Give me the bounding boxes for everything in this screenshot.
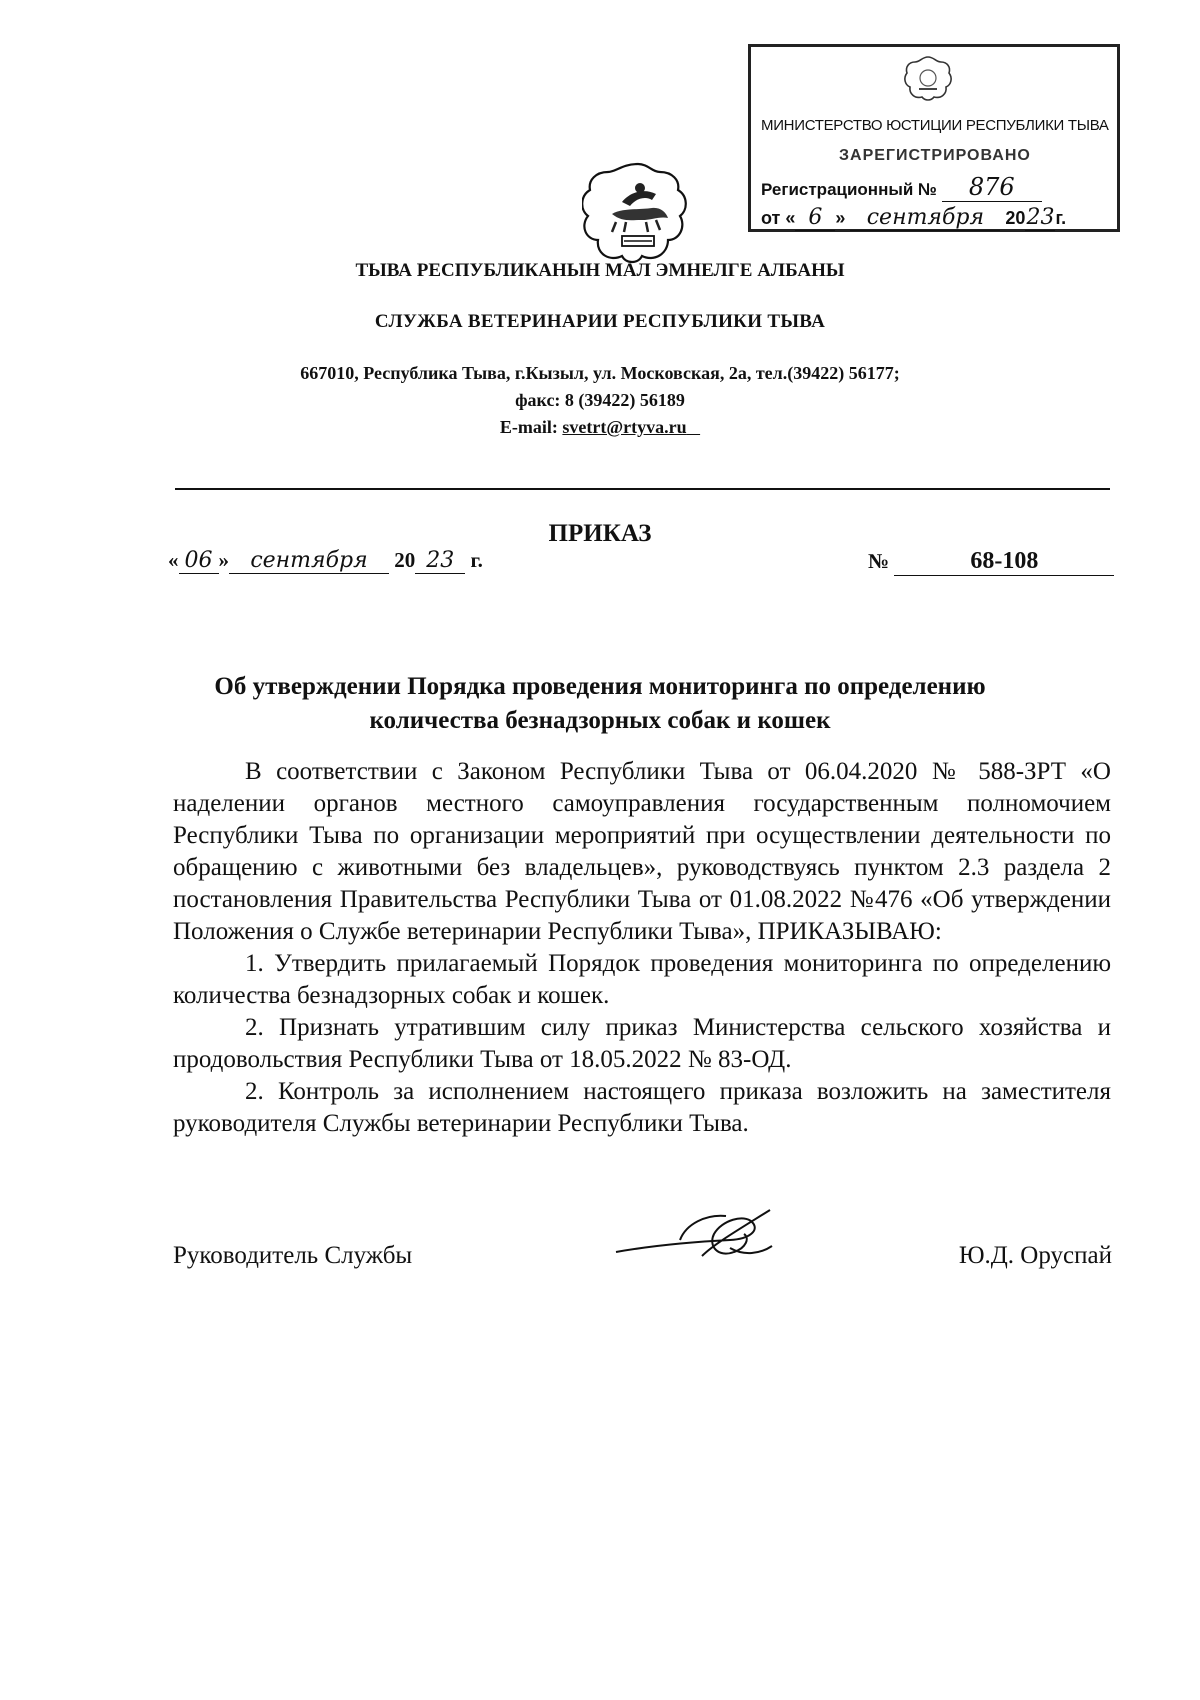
header-divider	[175, 488, 1110, 490]
order-date-day: 06	[179, 548, 219, 574]
signatory-position: Руководитель Службы	[173, 1242, 413, 1269]
org-email-label: E-mail:	[499, 417, 563, 437]
order-year-suffix: г.	[470, 548, 483, 572]
order-item-3: 2. Контроль за исполнением настоящего приказа возложить на заместителя руководителя Службы ветеринарии Республики Тыва.	[173, 1078, 1111, 1137]
order-date-month: сентября	[229, 548, 389, 574]
order-subject: Об утверждении Порядка проведения мониторинга по определению количества безнадзорных собак и кошек	[214, 673, 986, 734]
org-address: 667010, Республика Тыва, г.Кызыл, ул. Московская, 2а, тел.(39422) 56177;	[300, 363, 900, 383]
order-item-2: 2. Признать утратившим силу приказ Министерства сельского хозяйства и продовольствия Республики Тыва от 18.05.2022 № 83-ОД.	[173, 1014, 1111, 1073]
order-number-label: №	[868, 549, 890, 573]
org-name-russian: СЛУЖБА ВЕТЕРИНАРИИ РЕСПУБЛИКИ ТЫВА	[374, 311, 826, 332]
document-title: ПРИКАЗ	[548, 520, 652, 547]
org-contacts	[0, 360, 1200, 441]
handwritten-signature-icon	[610, 1200, 790, 1272]
stamp-registered: ЗАРЕГИСТРИРОВАНО	[839, 147, 1031, 164]
org-fax: факс: 8 (39422) 56189	[515, 390, 685, 410]
order-date-close: »	[218, 548, 229, 572]
stamp-reg-date	[761, 205, 1066, 231]
order-number-value: 68-108	[894, 548, 1114, 576]
tuva-emblem-icon	[582, 158, 694, 268]
org-email-line	[0, 414, 1200, 441]
registration-stamp	[748, 44, 1120, 232]
order-number	[868, 548, 1114, 576]
order-date	[168, 548, 483, 574]
order-body	[173, 756, 1111, 1140]
order-item-1: 1. Утвердить прилагаемый Порядок проведения мониторинга по определению количества безнадзорных собак и кошек.	[173, 950, 1111, 1009]
order-preamble: В соответствии с Законом Республики Тыва от 06.04.2020 № 588-ЗРТ «О наделении органов местного самоуправления государственным полномочием Республики Тыва по организации мероприятий при осуществлении деятельности по обращению с животными без владельцев», руководствуясь пунктом 2.3 раздела 2 постановления Правительства Республики Тыва от 01.08.2022 №476 «Об утверждении Положения о Службе ветеринарии Республики Тыва», ПРИКАЗЫВАЮ:	[173, 758, 1111, 945]
stamp-ministry: МИНИСТЕРСТВО ЮСТИЦИИ РЕСПУБЛИКИ ТЫВА	[761, 117, 1109, 134]
stamp-date-prefix: от «	[761, 208, 796, 228]
order-date-open: «	[168, 548, 179, 572]
org-name-tyvan: ТЫВА РЕСПУБЛИКАНЫН МАЛ ЭМНЕЛГЕ АЛБАНЫ	[355, 260, 845, 281]
stamp-date-year-prefix: 20	[1005, 208, 1026, 228]
order-year-prefix: 20	[394, 548, 416, 572]
stamp-date-mid: »	[835, 208, 846, 228]
stamp-date-day: 6	[795, 205, 835, 231]
stamp-reg-number	[761, 173, 1042, 202]
order-year: 23	[415, 548, 465, 574]
signatory-name: Ю.Д. Оруспай	[958, 1242, 1112, 1269]
stamp-reg-number-value: 876	[942, 173, 1042, 202]
stamp-date-month: сентября	[850, 205, 1000, 231]
stamp-date-suffix: г.	[1055, 208, 1067, 228]
stamp-emblem-icon	[901, 53, 955, 103]
org-email-link[interactable]: svetrt@rtyva.ru	[562, 417, 687, 437]
stamp-reg-number-label: Регистрационный №	[761, 180, 937, 199]
stamp-date-year: 23	[1026, 205, 1055, 230]
